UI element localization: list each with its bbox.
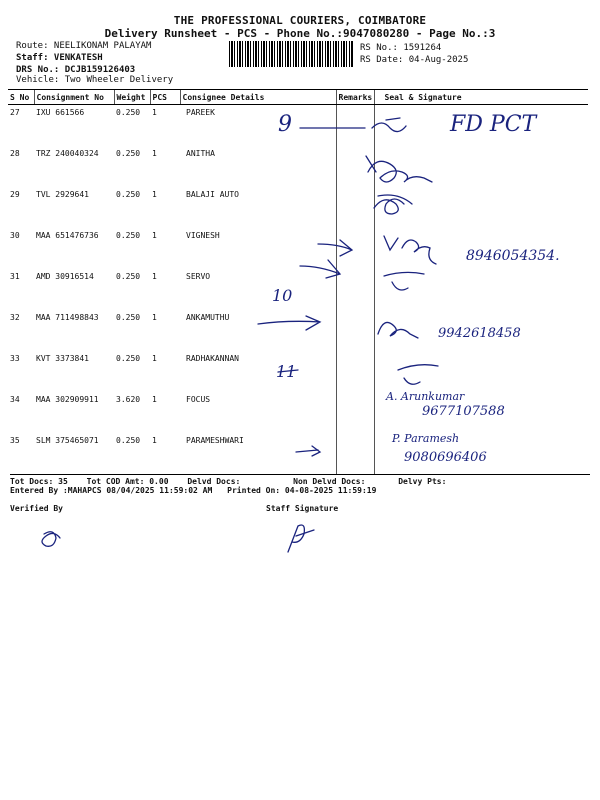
col-weight: Weight xyxy=(114,90,150,105)
table-row xyxy=(8,433,588,474)
row-consignment: TRZ 240040324 xyxy=(36,149,99,158)
col-seal-signature: Seal & Signature xyxy=(374,90,588,105)
row-remarks xyxy=(336,351,374,392)
row-pcs: 1 xyxy=(152,313,157,322)
delivered-docs: Delvd Docs: xyxy=(187,477,241,486)
verified-by-signature-scribble xyxy=(42,532,60,547)
row-consignee: PARAMESHWARI xyxy=(186,436,244,445)
row-sno: 28 xyxy=(10,149,20,158)
route-label: Route: NEELIKONAM PALAYAM xyxy=(16,41,152,51)
table-row xyxy=(8,269,588,310)
row-consignment: KVT 3373841 xyxy=(36,354,89,363)
col-remarks: Remarks xyxy=(336,90,374,105)
rs-info xyxy=(360,42,468,66)
col-pcs: PCS xyxy=(150,90,180,105)
row27-hand-number: 9 xyxy=(278,112,292,137)
row-consignee: ANKAMUTHU xyxy=(186,313,230,322)
row-remarks xyxy=(336,310,374,351)
row-consignee: VIGNESH xyxy=(186,231,220,240)
row-consignee: PAREEK xyxy=(186,108,215,117)
table-row xyxy=(8,146,588,187)
row-pcs: 1 xyxy=(152,272,157,281)
col-consignee: Consignee Details xyxy=(180,90,336,105)
row-pcs: 1 xyxy=(152,190,157,199)
row-consignment: MAA 711498843 xyxy=(36,313,99,322)
barcode-image xyxy=(229,41,353,67)
delivery-points: Delvy Pts: xyxy=(398,477,447,486)
row-consignee: FOCUS xyxy=(186,395,211,404)
entered-printed-row xyxy=(10,486,376,495)
row27-hand-note: FD PCT xyxy=(450,112,537,137)
rs-date: RS Date: 04-Aug-2025 xyxy=(360,55,469,65)
row-pcs: 1 xyxy=(152,108,157,117)
verified-by-label: Verified By xyxy=(10,504,63,513)
row-remarks xyxy=(336,269,374,310)
company-title: THE PROFESSIONAL COURIERS, COIMBATORE xyxy=(173,14,427,27)
row-signature xyxy=(374,269,588,310)
row-remarks xyxy=(336,105,374,147)
row-consignee: RADHAKANNAN xyxy=(186,354,239,363)
row-remarks xyxy=(336,228,374,269)
row30-hand-phone: 8946054354. xyxy=(466,248,560,264)
row-weight: 0.250 xyxy=(116,354,141,363)
col-sno: S No xyxy=(8,90,34,105)
drs-number: DRS No.: DCJB159126403 xyxy=(16,65,136,75)
staff-signature-scribble xyxy=(288,525,314,552)
entered-by: Entered By :MAHAPCS 08/04/2025 11:59:02 AM xyxy=(10,486,213,495)
row34-hand-signature: A. Arunkumar xyxy=(386,390,465,403)
row-pcs: 1 xyxy=(152,436,157,445)
tot-docs: Tot Docs: 35 xyxy=(10,477,68,486)
runsheet-subtitle: Delivery Runsheet - PCS - Phone No.:9047080280 - Page No.:3 xyxy=(104,27,496,40)
vehicle-label: Vehicle: Two Wheeler Delivery xyxy=(16,75,174,85)
rs-number: RS No.: 1591264 xyxy=(360,43,442,53)
row-consignee: BALAJI AUTO xyxy=(186,190,239,199)
row-sno: 33 xyxy=(10,354,20,363)
table-header-row xyxy=(8,90,588,105)
row-sno: 35 xyxy=(10,436,20,445)
row-pcs: 1 xyxy=(152,354,157,363)
row-pcs: 1 xyxy=(152,395,157,404)
row32-hand-phone: 9942618458 xyxy=(438,326,521,341)
row-signature xyxy=(374,351,588,392)
row-remarks xyxy=(336,146,374,187)
row33-hand-number: 11 xyxy=(276,362,297,381)
row-sno: 29 xyxy=(10,190,20,199)
row35-hand-signature: P. Paramesh xyxy=(392,432,460,445)
row-consignment: SLM 375465071 xyxy=(36,436,99,445)
row-weight: 0.250 xyxy=(116,149,141,158)
row-consignment: IXU 661566 xyxy=(36,108,85,117)
row-sno: 30 xyxy=(10,231,20,240)
staff-signature-label: Staff Signature xyxy=(266,504,339,513)
row-weight: 0.250 xyxy=(116,436,141,445)
route-info xyxy=(16,40,151,64)
row-sno: 27 xyxy=(10,108,20,117)
printed-on: Printed On: 04-08-2025 11:59:19 xyxy=(227,486,377,495)
totals-row xyxy=(10,474,590,486)
row-consignee: ANITHA xyxy=(186,149,215,158)
row-weight: 0.250 xyxy=(116,313,141,322)
row-weight: 0.250 xyxy=(116,231,141,240)
row-consignment: AMD 30916514 xyxy=(36,272,94,281)
row-remarks xyxy=(336,187,374,228)
row-consignee: SERVO xyxy=(186,272,211,281)
row-remarks xyxy=(336,433,374,474)
row-weight: 0.250 xyxy=(116,108,141,117)
table-row xyxy=(8,187,588,228)
row-sno: 32 xyxy=(10,313,20,322)
row-pcs: 1 xyxy=(152,231,157,240)
row-sno: 31 xyxy=(10,272,20,281)
row-weight: 3.620 xyxy=(116,395,141,404)
col-consignment: Consignment No xyxy=(34,90,114,105)
row-sno: 34 xyxy=(10,395,20,404)
staff-label: Staff: VENKATESH xyxy=(16,53,103,63)
table-row xyxy=(8,351,588,392)
row-pcs: 1 xyxy=(152,149,157,158)
row-signature xyxy=(374,146,588,187)
row34-hand-phone: 9677107588 xyxy=(422,404,505,419)
row-remarks xyxy=(336,392,374,433)
row-consignment: MAA 302909911 xyxy=(36,395,99,404)
row-consignment: TVL 2929641 xyxy=(36,190,89,199)
row-weight: 0.250 xyxy=(116,272,141,281)
row-weight: 0.250 xyxy=(116,190,141,199)
row31-hand-number: 10 xyxy=(272,286,293,305)
row-signature xyxy=(374,187,588,228)
tot-cod-amount: Tot COD Amt: 0.00 xyxy=(86,477,169,486)
row-consignment: MAA 651476736 xyxy=(36,231,99,240)
non-delivered-docs: Non Delvd Docs: xyxy=(293,477,366,486)
row35-hand-phone: 9080696406 xyxy=(404,450,487,465)
